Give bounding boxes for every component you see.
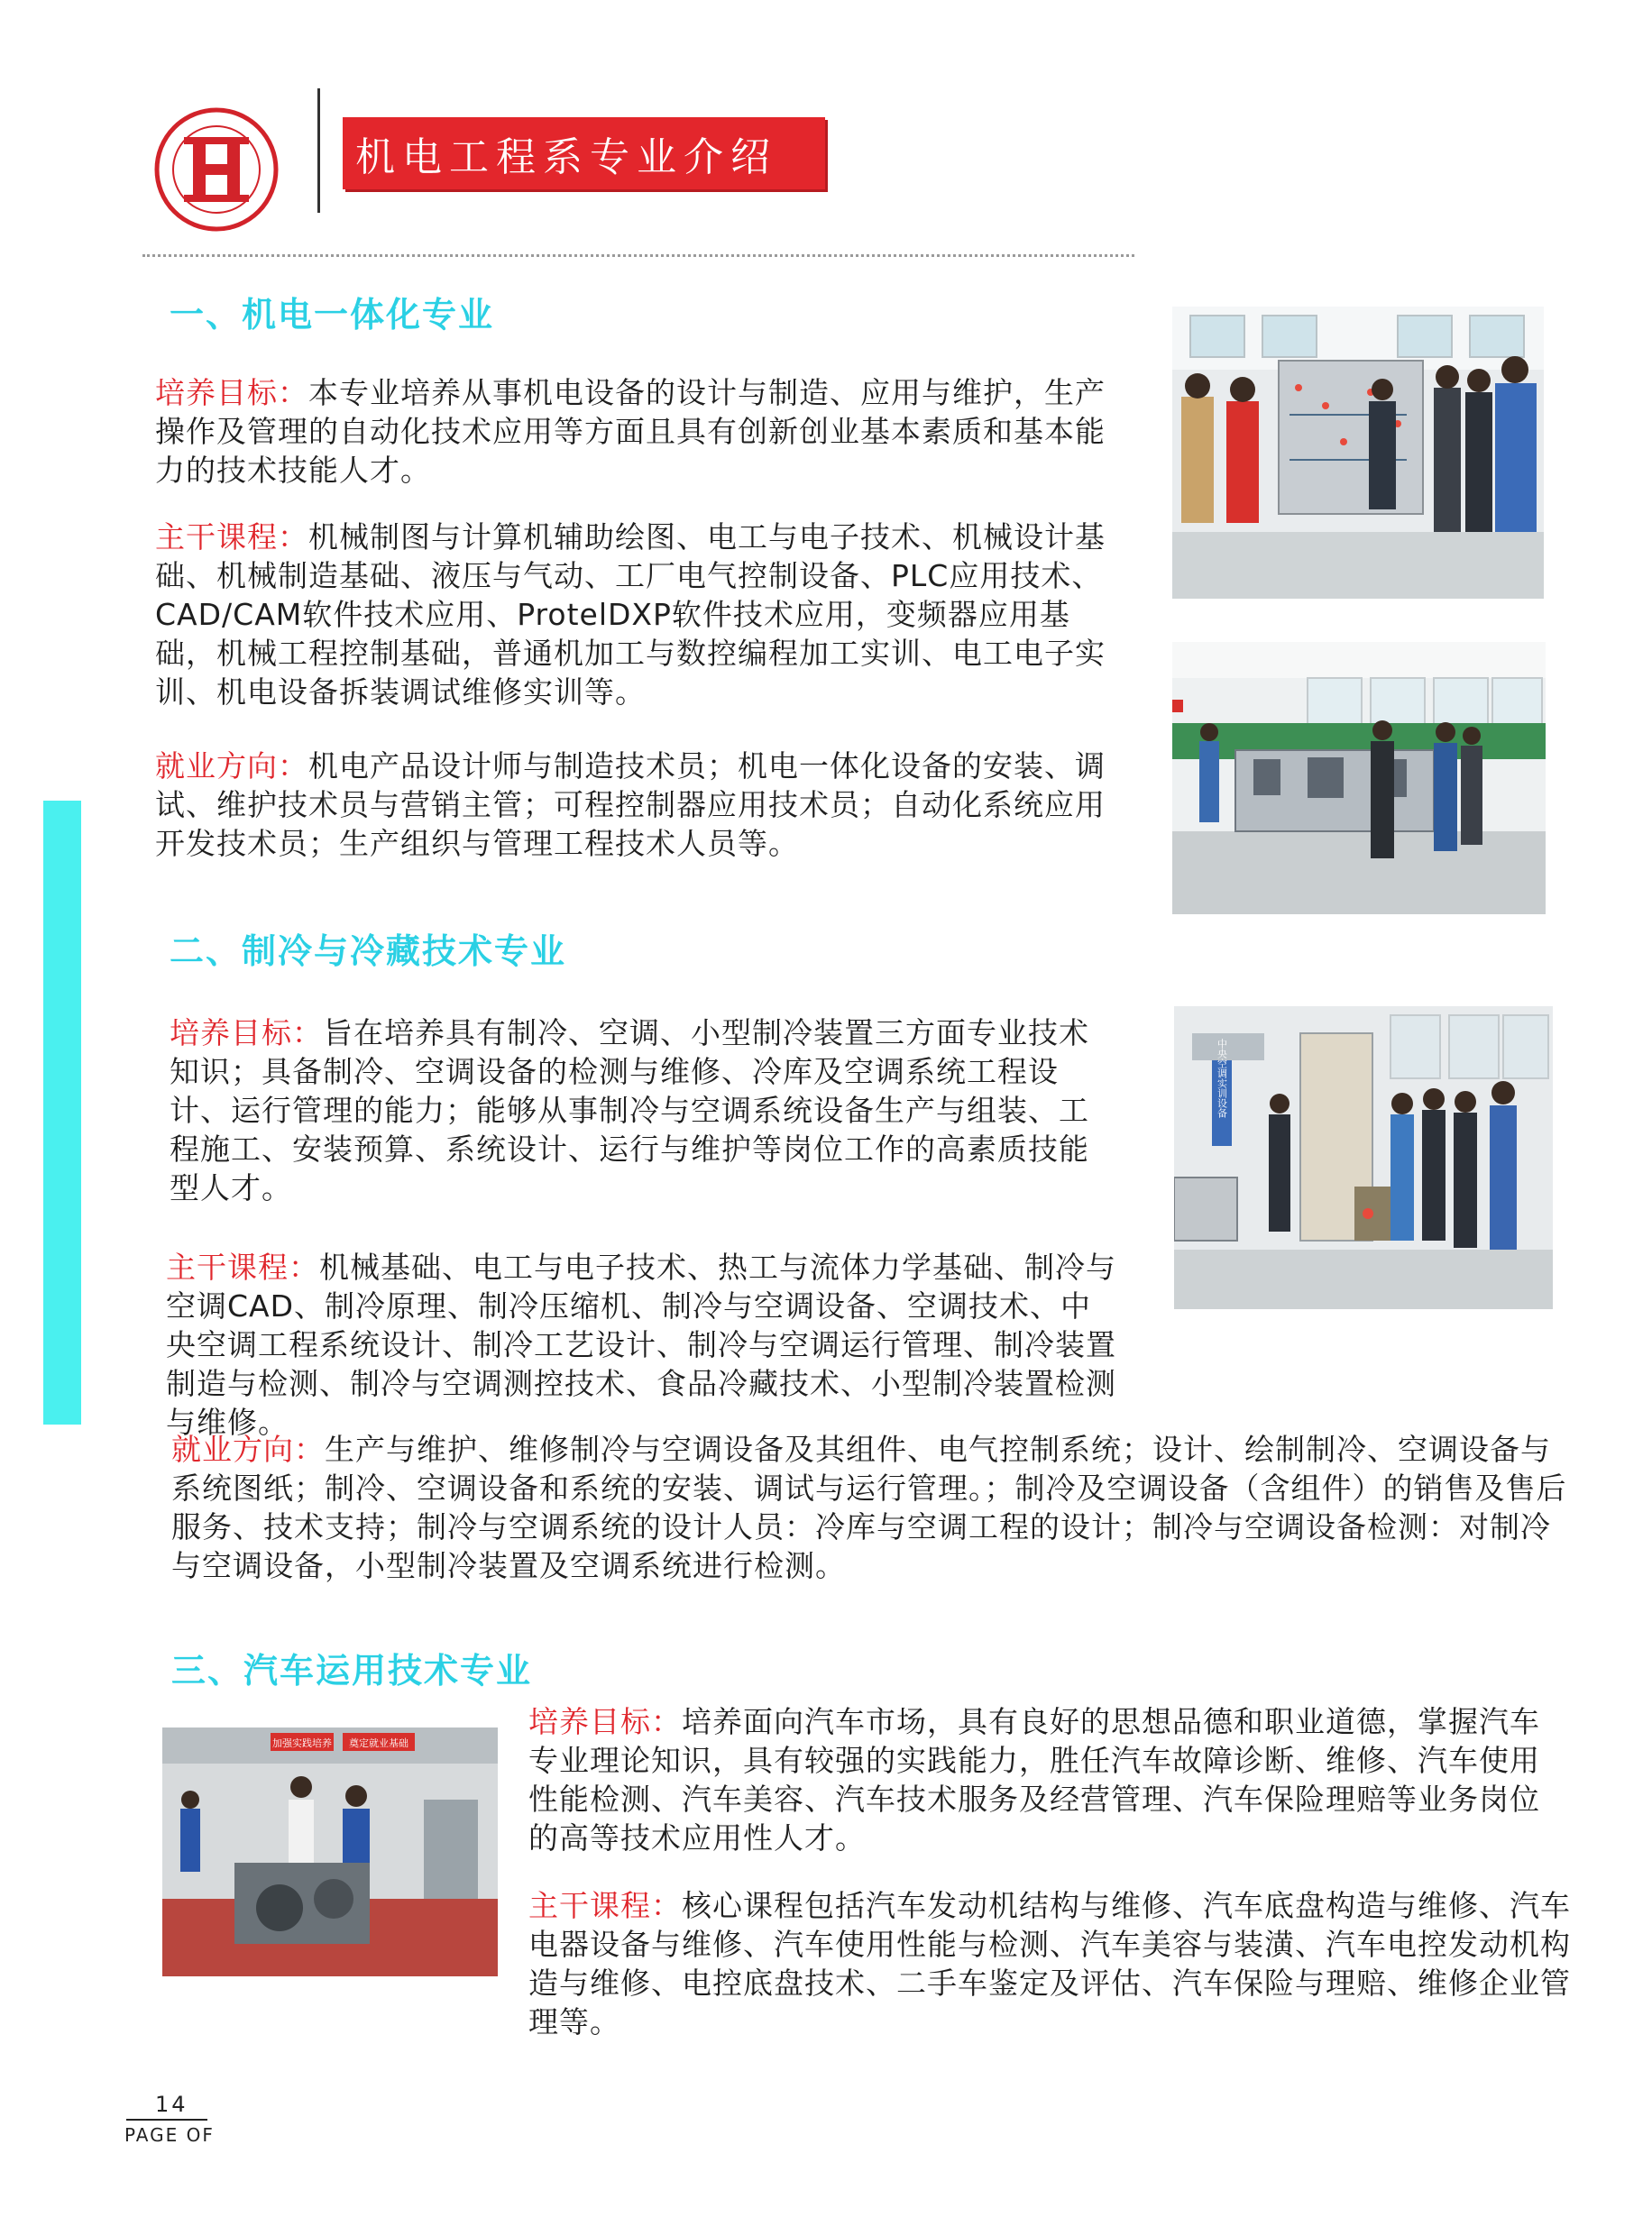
courses-text: 核心课程包括汽车发动机结构与维修、汽车底盘构造与维修、汽车电器设备与维修、汽车使用性能与检测、汽车美容与装潢、汽车电控发动机构造与维修、电控底盘技术、二手车鉴定及评估、汽车保险与理赔、维修企业管理等。 [528,1888,1571,2039]
photo-refrigeration-lab [1174,1006,1553,1309]
section-1-heading: 一、机电一体化专业 [170,295,495,335]
section-3-heading: 三、汽车运用技术专业 [171,1651,533,1691]
section-2-career [171,1430,1578,1585]
section-1-goal [155,373,1111,490]
courses-text: 机械基础、电工与电子技术、热工与流体力学基础、制冷与空调CAD、制冷原理、制冷压缩机、制冷与空调设备、空调技术、中央空调工程系统设计、制冷工艺设计、制冷与空调运行管理、制冷装置制造与检测、制冷与空调测控技术、食品冷藏技术、小型制冷装置检测与维修。 [166,1250,1116,1440]
section-1-courses [155,518,1111,711]
dotted-separator [142,254,1134,257]
photo-automotive-workshop [162,1728,498,1976]
courses-text: 机械制图与计算机辅助绘图、电工与电子技术、机械设计基础、机械制造基础、液压与气动、工厂电气控制设备、PLC应用技术、CAD/CAM软件技术应用、ProtelDXP软件技术应用，变频器应用基础，机械工程控制基础，普通机加工与数控编程加工实训、电工电子实训、机电设备拆装调试维修实训等。 [155,519,1106,710]
section-2-goal [170,1013,1116,1207]
career-label: 就业方向： [155,748,308,784]
courses-label: 主干课程： [155,519,308,554]
goal-label: 培养目标： [170,1015,323,1050]
goal-label: 培养目标： [155,375,308,410]
photo-control-panel-training [1172,307,1544,599]
side-accent-bar [43,801,81,1425]
title-banner [343,117,825,189]
section-1-career [155,747,1111,863]
section-3-courses [528,1886,1583,2041]
goal-text: 培养面向汽车市场，具有良好的思想品德和职业道德，掌握汽车专业理论知识，具有较强的实践能力，胜任汽车故障诊断、维修、汽车使用性能检测、汽车美容、汽车技术服务及经营管理、汽车保险理赔等业务岗位的高等技术应用性人才。 [528,1704,1540,1856]
banner-right-text: 奠定就业基础 [349,1737,408,1749]
career-label: 就业方向： [171,1432,325,1467]
page-number-rule [126,2119,207,2121]
cold-lab-sign: 中央空调实训设备 [1216,1039,1228,1118]
career-text: 机电产品设计师与制造技术员；机电一体化设备的安装、调试、维护技术员与营销主管；可程控制器应用技术员；自动化系统应用开发技术员；生产组织与管理工程技术人员等。 [155,748,1106,861]
college-logo [153,106,280,233]
section-2-heading: 二、制冷与冷藏技术专业 [170,931,567,971]
section-2-courses [166,1248,1122,1442]
logo-year: 1922 [206,181,227,190]
courses-label: 主干课程： [528,1888,682,1923]
page-title: 机电工程系专业介绍 [355,134,777,180]
page-of-label: PAGE OF [124,2124,215,2146]
courses-label: 主干课程： [166,1250,319,1285]
career-text: 生产与维护、维修制冷与空调设备及其组件、电气控制系统；设计、绘制制冷、空调设备与系统图纸；制冷、空调设备和系统的安装、调试与运行管理。；制冷及空调设备（含组件）的销售及售后服务、技术支持；制冷与空调系统的设计人员：冷库与空调工程的设计；制冷与空调设备检测：对制冷与空调设备，小型制冷装置及空调系统进行检测。 [171,1432,1567,1583]
goal-text: 本专业培养从事机电设备的设计与制造、应用与维护，生产操作及管理的自动化技术应用等方面且具有创新创业基本素质和基本能力的技术技能人才。 [155,375,1106,488]
goal-text: 旨在培养具有制冷、空调、小型制冷装置三方面专业技术知识；具备制冷、空调设备的检测与维修、冷库及空调系统工程设计、运行管理的能力；能够从事制冷与空调系统设备生产与组装、工程施工、安装预算、系统设计、运行与维护等岗位工作的高素质技能型人才。 [170,1015,1089,1205]
section-3-goal [528,1702,1565,1857]
header-divider [317,88,320,213]
goal-label: 培养目标： [528,1704,682,1739]
page-number: 14 [155,2092,188,2117]
photo-workbench-lab [1172,642,1546,914]
banner-left-text: 加强实践培养 [272,1737,332,1749]
